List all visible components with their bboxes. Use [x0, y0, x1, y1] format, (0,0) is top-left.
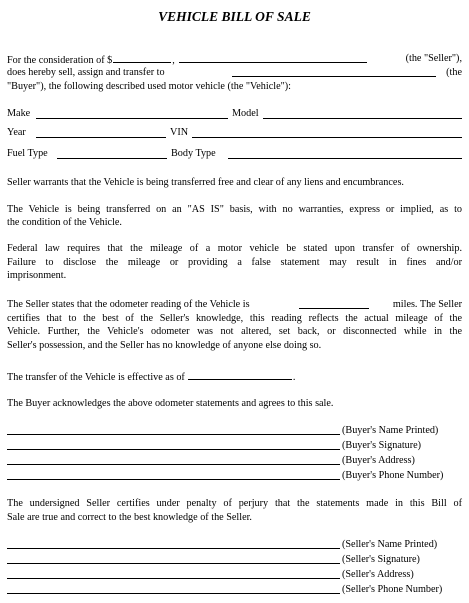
body-type-label: Body Type: [171, 148, 216, 159]
effective-date-line: [7, 369, 462, 384]
seller-name-printed-field[interactable]: [7, 548, 340, 549]
buyer-signature-label: (Buyer's Signature): [342, 440, 422, 451]
buyer-acknowledgment: The Buyer acknowledges the above odometer statements and agrees to this sale.: [7, 398, 334, 409]
buyer-phone-field[interactable]: [7, 479, 340, 480]
odometer-paragraph-line-2: certifies that to the best of the Seller's knowledge, this reading reflects the actual mileage of the: [7, 313, 462, 324]
federal-paragraph-line-2: Failure to disclose the mileage or providing a false statement may result in fines and/or: [7, 257, 462, 268]
odometer-statement: The Seller states that the odometer reading of the Vehicle is: [7, 299, 250, 310]
model-field[interactable]: [263, 118, 462, 119]
buyer-name-printed-field[interactable]: [7, 434, 340, 435]
odometer-paragraph-line-3: Vehicle. Further, the Vehicle's odometer was not altered, set back, or disconnected while in the: [7, 326, 462, 337]
as-is-paragraph-line-2: the condition of the Vehicle.: [7, 217, 122, 228]
liens-paragraph: Seller warrants that the Vehicle is being transferred free and clear of any liens and encumbrances.: [7, 177, 404, 188]
buyer-name-field[interactable]: [232, 66, 436, 77]
seller-address-label: (Seller's Address): [342, 569, 414, 580]
period: .: [292, 372, 296, 383]
seller-address-field[interactable]: [7, 578, 340, 579]
seller-name-printed-label: (Seller's Name Printed): [342, 539, 438, 550]
odometer-reading-field[interactable]: [299, 298, 369, 309]
buyer-name-printed-label: (Buyer's Name Printed): [342, 425, 439, 436]
fuel-type-label: Fuel Type: [7, 148, 48, 159]
vin-label: VIN: [170, 127, 189, 138]
transfer-label: does hereby sell, assign and transfer to: [7, 67, 165, 78]
seller-certification-line-2: Sale are true and correct to the best knowledge of the Seller.: [7, 512, 252, 523]
federal-paragraph-line-1: Federal law requires that the mileage of a motor vehicle be stated upon transfer of ownership.: [7, 243, 462, 254]
make-field[interactable]: [36, 118, 228, 119]
seller-term: (the "Seller"),: [405, 53, 462, 64]
seller-signature-field[interactable]: [7, 563, 340, 564]
consideration-label: For the consideration of $: [7, 55, 113, 66]
miles-label: miles. The Seller: [392, 299, 462, 310]
federal-paragraph-line-3: imprisonment.: [7, 270, 67, 281]
year-label: Year: [7, 127, 26, 138]
as-is-paragraph-line-1: The Vehicle is being transferred on an "AS IS" basis, with no warranties, express or implied, as to: [7, 204, 462, 215]
effective-date-label: The transfer of the Vehicle is effective as of: [7, 372, 185, 383]
make-label: Make: [7, 108, 31, 119]
buyer-signature-field[interactable]: [7, 449, 340, 450]
effective-date-field[interactable]: [188, 369, 292, 380]
seller-phone-label: (Seller's Phone Number): [342, 584, 443, 595]
odometer-paragraph-line-4: Seller's possession, and the Seller has no knowledge of anyone else doing so.: [7, 340, 322, 351]
seller-certification-line-1: The undersigned Seller certifies under penalty of perjury that the statements made in this Bill of: [7, 498, 462, 509]
buyer-phone-label: (Buyer's Phone Number): [342, 470, 444, 481]
buyer-address-label: (Buyer's Address): [342, 455, 415, 466]
intro-line-2: [7, 66, 462, 79]
vin-field[interactable]: [192, 137, 462, 138]
body-type-field[interactable]: [228, 158, 462, 159]
intro-line-3: "Buyer"), the following described used motor vehicle (the "Vehicle"):: [7, 81, 291, 92]
comma: ,: [172, 55, 175, 66]
year-field[interactable]: [36, 137, 166, 138]
document-title: VEHICLE BILL OF SALE: [158, 9, 311, 24]
consideration-amount-field[interactable]: [113, 52, 171, 63]
seller-signature-label: (Seller's Signature): [342, 554, 420, 565]
seller-phone-field[interactable]: [7, 593, 340, 594]
fuel-type-field[interactable]: [57, 158, 167, 159]
odometer-paragraph-line-1: [7, 298, 462, 311]
intro-line-1: [7, 52, 462, 67]
buyer-address-field[interactable]: [7, 464, 340, 465]
model-label: Model: [232, 108, 259, 119]
seller-name-field[interactable]: [179, 52, 367, 63]
buyer-term-open: (the: [446, 67, 462, 78]
